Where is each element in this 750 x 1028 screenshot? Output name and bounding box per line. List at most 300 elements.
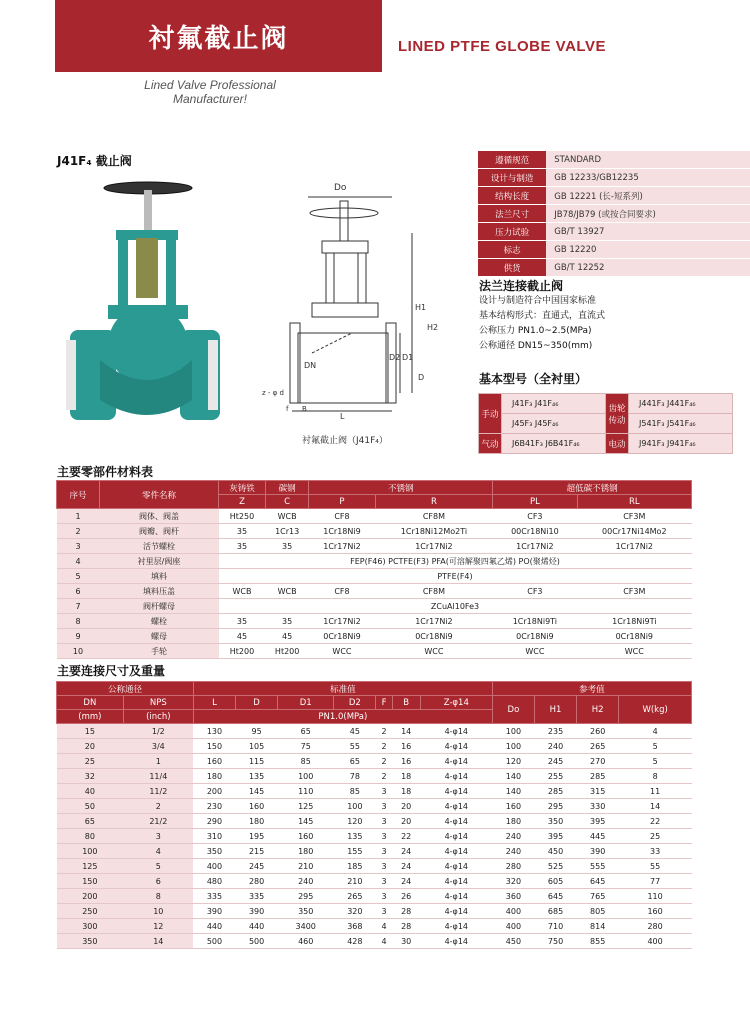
table-row: [57, 509, 692, 524]
dimension-cell: 115: [236, 754, 278, 769]
dimension-cell: 250: [57, 904, 124, 919]
dimension-cell: 25: [57, 754, 124, 769]
dimension-cell: 100: [57, 844, 124, 859]
material-cell: 1Cr18Ni9Ti: [577, 614, 691, 629]
tagline-line1: Lined Valve Professional: [144, 78, 276, 92]
dimension-cell: 120: [334, 814, 376, 829]
dimension-cell: 75: [278, 739, 334, 754]
subheader-cell: Do: [492, 696, 534, 724]
dimension-cell: 100: [334, 799, 376, 814]
dimension-cell: 8: [123, 889, 193, 904]
dimension-cell: 210: [334, 874, 376, 889]
dimension-cell: 285: [577, 769, 619, 784]
dimension-cell: 145: [278, 814, 334, 829]
feature-line: 公称通径 DN15~350(mm): [479, 341, 593, 351]
table-row: [57, 934, 692, 949]
table-row: [57, 614, 692, 629]
part-name: 填料: [100, 569, 219, 584]
dimension-cell: 50: [57, 799, 124, 814]
table-row: [57, 724, 692, 739]
subheader-cell: Z: [219, 495, 266, 509]
dimension-cell: 750: [534, 934, 576, 949]
dimension-cell: 28: [392, 904, 420, 919]
dimension-cell: 255: [534, 769, 576, 784]
part-name: 螺栓: [100, 614, 219, 629]
dimension-cell: 400: [492, 904, 534, 919]
dimension-cell: 95: [236, 724, 278, 739]
spec-value: JB78/JB79 (或按合同要求): [546, 205, 750, 223]
dimension-cell: 2: [376, 724, 392, 739]
subheader-cell: R: [375, 495, 493, 509]
pressure-cell: PN1.0(MPa): [193, 710, 492, 724]
dimension-cell: 4-φ14: [420, 859, 492, 874]
dimension-cell: 105: [236, 739, 278, 754]
dimension-cell: 240: [278, 874, 334, 889]
dimension-cell: 320: [334, 904, 376, 919]
dimension-cell: 55: [334, 739, 376, 754]
dimension-cell: 645: [577, 874, 619, 889]
material-cell: FEP(F46) PCTFE(F3) PFA(可溶解聚四氟乙烯) PO(聚烯烃): [219, 554, 692, 569]
dimension-cell: 135: [236, 769, 278, 784]
spec-value: GB 12220: [546, 241, 750, 259]
dimension-cell: 300: [57, 919, 124, 934]
dimension-cell: 135: [334, 829, 376, 844]
dimension-cell: 160: [193, 754, 235, 769]
dimension-cell: 20: [392, 814, 420, 829]
model-value: J541F₃ J541F₄₆: [629, 414, 733, 434]
dimensions-title: 主要连接尺寸及重量: [57, 664, 166, 678]
dimension-cell: 240: [492, 829, 534, 844]
dimension-cell: 195: [236, 829, 278, 844]
spec-value: GB 12233/GB12235: [546, 169, 750, 187]
material-cell: 00Cr18Ni10: [493, 524, 577, 539]
dimension-cell: 390: [236, 904, 278, 919]
material-cell: 45: [266, 629, 309, 644]
models-table: [478, 393, 733, 454]
spec-row: [478, 151, 750, 169]
label-b: B: [302, 405, 307, 413]
spec-row: [478, 241, 750, 259]
material-cell: 0Cr18Ni9: [375, 629, 493, 644]
dimension-cell: 20: [57, 739, 124, 754]
dimension-cell: 320: [492, 874, 534, 889]
title-en: LINED PTFE GLOBE VALVE: [398, 38, 606, 55]
material-cell: 0Cr18Ni9: [309, 629, 375, 644]
dimension-cell: 368: [334, 919, 376, 934]
dimension-cell: 235: [534, 724, 576, 739]
material-cell: 00Cr17Ni14Mo2: [577, 524, 691, 539]
material-cell: 35: [219, 524, 266, 539]
unit-cell: (mm): [57, 710, 124, 724]
label-h1: H1: [415, 303, 427, 312]
dimension-cell: 3: [376, 859, 392, 874]
dimension-cell: 3: [376, 889, 392, 904]
material-cell: 35: [219, 614, 266, 629]
subheader-cell: Z-φ14: [420, 696, 492, 710]
dimension-cell: 110: [619, 889, 692, 904]
table-row: [57, 739, 692, 754]
dimension-cell: 445: [577, 829, 619, 844]
dimension-cell: 1: [123, 754, 193, 769]
dimension-cell: 555: [577, 859, 619, 874]
dimension-cell: 4-φ14: [420, 904, 492, 919]
dimension-cell: 4-φ14: [420, 784, 492, 799]
subheader-cell: H1: [534, 696, 576, 724]
row-no: 5: [57, 569, 100, 584]
dimension-cell: 21/2: [123, 814, 193, 829]
dimension-cell: 3: [123, 829, 193, 844]
dimension-cell: 125: [278, 799, 334, 814]
dimension-cell: 295: [278, 889, 334, 904]
subheader-cell: B: [392, 696, 420, 710]
feature-line: 公称压力 PN1.0~2.5(MPa): [479, 326, 592, 336]
dimension-cell: 85: [334, 784, 376, 799]
row-no: 2: [57, 524, 100, 539]
dimension-cell: 390: [193, 904, 235, 919]
table-row: [57, 754, 692, 769]
dimension-cell: 155: [334, 844, 376, 859]
row-no: 4: [57, 554, 100, 569]
spec-value: STANDARD: [546, 151, 750, 169]
material-cell: CF3: [493, 584, 577, 599]
dimension-cell: 160: [619, 904, 692, 919]
dimension-cell: 2: [123, 799, 193, 814]
dimension-cell: 100: [492, 724, 534, 739]
materials-header-row: [57, 481, 692, 495]
dimension-cell: 215: [236, 844, 278, 859]
dimension-cell: 4: [376, 919, 392, 934]
dimension-cell: 4-φ14: [420, 889, 492, 904]
dimension-cell: 525: [534, 859, 576, 874]
dimension-cell: 65: [57, 814, 124, 829]
table-row: [57, 539, 692, 554]
dimension-cell: 4-φ14: [420, 829, 492, 844]
header-cell: 参考值: [492, 682, 691, 696]
material-cell: 1Cr18Ni12Mo2Ti: [375, 524, 493, 539]
dimension-cell: 25: [619, 829, 692, 844]
dimension-cell: 3: [376, 844, 392, 859]
label-zd: z - φ d: [262, 389, 284, 397]
model-type-electric: 电动: [606, 434, 629, 454]
dimension-cell: 16: [392, 739, 420, 754]
dimension-cell: 440: [236, 919, 278, 934]
dimension-cell: 2: [376, 754, 392, 769]
dimension-cell: 85: [278, 754, 334, 769]
row-no: 10: [57, 644, 100, 659]
dimension-cell: 400: [193, 859, 235, 874]
dimension-cell: 4-φ14: [420, 934, 492, 949]
subheader-cell: H2: [577, 696, 619, 724]
dimension-cell: 4: [619, 724, 692, 739]
dimension-cell: 100: [492, 739, 534, 754]
dimension-cell: 14: [392, 724, 420, 739]
dimension-cell: 3: [376, 799, 392, 814]
spec-value: GB/T 12252: [546, 259, 750, 277]
material-cell: 45: [219, 629, 266, 644]
row-no: 3: [57, 539, 100, 554]
material-cell: 1Cr13: [266, 524, 309, 539]
dimension-cell: 295: [534, 799, 576, 814]
dimension-cell: 160: [236, 799, 278, 814]
dimension-cell: 400: [492, 919, 534, 934]
material-cell: 1Cr17Ni2: [309, 539, 375, 554]
dimension-cell: 3: [376, 874, 392, 889]
material-cell: 0Cr18Ni9: [493, 629, 577, 644]
material-cell: WCB: [266, 584, 309, 599]
model-value: J45F₃ J45F₄₆: [502, 414, 606, 434]
spec-key: 法兰尺寸: [478, 205, 546, 223]
dimension-cell: 240: [492, 844, 534, 859]
dimension-cell: 5: [123, 859, 193, 874]
spec-row: [478, 205, 750, 223]
material-cell: 1Cr17Ni2: [375, 539, 493, 554]
dimension-cell: 480: [193, 874, 235, 889]
dimension-cell: 335: [236, 889, 278, 904]
dimension-cell: 245: [534, 754, 576, 769]
dimension-cell: 33: [619, 844, 692, 859]
row-no: 7: [57, 599, 100, 614]
dimension-cell: 12: [123, 919, 193, 934]
dimension-cell: 78: [334, 769, 376, 784]
dimension-cell: 8: [619, 769, 692, 784]
dimension-cell: 260: [577, 724, 619, 739]
dimension-cell: 65: [334, 754, 376, 769]
dimension-cell: 45: [334, 724, 376, 739]
dimension-cell: 11/2: [123, 784, 193, 799]
material-cell: ZCuAl10Fe3: [219, 599, 692, 614]
dimension-cell: 160: [278, 829, 334, 844]
dimension-cell: 3: [376, 784, 392, 799]
dimension-cell: 4-φ14: [420, 874, 492, 889]
dimension-cell: 180: [492, 814, 534, 829]
valve-photo: [60, 170, 220, 430]
dimension-cell: 855: [577, 934, 619, 949]
material-cell: 1Cr17Ni2: [375, 614, 493, 629]
dimension-cell: 140: [492, 769, 534, 784]
dimension-cell: 280: [236, 874, 278, 889]
subheader-cell: D1: [278, 696, 334, 710]
dimension-cell: 2: [376, 769, 392, 784]
material-cell: CF8M: [375, 584, 493, 599]
dimension-cell: 80: [57, 829, 124, 844]
dimension-cell: 30: [392, 934, 420, 949]
model-value: J941F₃ J941F₄₆: [629, 434, 733, 454]
subheader-cell: L: [193, 696, 235, 710]
dimension-cell: 280: [492, 859, 534, 874]
part-name: 衬里层/阀座: [100, 554, 219, 569]
title-cn: 衬氟截止阀: [148, 23, 289, 54]
table-row: [57, 644, 692, 659]
dimension-cell: 3400: [278, 919, 334, 934]
dimensions-table: [56, 681, 692, 949]
dimension-cell: 265: [334, 889, 376, 904]
dimension-cell: 685: [534, 904, 576, 919]
dimension-cell: 18: [392, 769, 420, 784]
model-value: J6B41F₃ J6B41F₄₆: [502, 434, 606, 454]
label-h2: H2: [427, 323, 439, 332]
dimension-cell: 450: [492, 934, 534, 949]
label-d1: D1: [402, 353, 414, 362]
dimension-cell: 14: [619, 799, 692, 814]
spec-value: GB/T 13927: [546, 223, 750, 241]
table-row: [57, 784, 692, 799]
dimension-cell: 3: [376, 904, 392, 919]
header-cell: 超低碳不锈钢: [493, 481, 692, 495]
dimension-cell: 5: [619, 739, 692, 754]
dimension-cell: 270: [577, 754, 619, 769]
dimension-cell: 77: [619, 874, 692, 889]
dimension-cell: 130: [193, 724, 235, 739]
table-row: [57, 904, 692, 919]
label-l: L: [340, 412, 345, 421]
header-cell: 灰铸铁: [219, 481, 266, 495]
label-do: Do: [334, 183, 347, 193]
material-cell: CF3M: [577, 509, 691, 524]
unit-cell: (inch): [123, 710, 193, 724]
spec-key: 设计与制造: [478, 169, 546, 187]
spec-table: [478, 151, 750, 277]
dimensions-header-row: [57, 682, 692, 696]
dimension-cell: 400: [619, 934, 692, 949]
header-cell: 碳钢: [266, 481, 309, 495]
material-cell: CF3: [493, 509, 577, 524]
part-name: 螺母: [100, 629, 219, 644]
dimension-cell: 4-φ14: [420, 739, 492, 754]
dimension-cell: 500: [236, 934, 278, 949]
dimension-cell: 428: [334, 934, 376, 949]
material-cell: 0Cr18Ni9: [577, 629, 691, 644]
label-f: f: [286, 405, 289, 413]
dimension-cell: 150: [193, 739, 235, 754]
material-cell: WCB: [266, 509, 309, 524]
part-name: 阀瓣、阀杆: [100, 524, 219, 539]
table-row: [57, 569, 692, 584]
table-row: [57, 584, 692, 599]
dimension-cell: 360: [492, 889, 534, 904]
subheader-cell: D: [236, 696, 278, 710]
dimension-cell: 55: [619, 859, 692, 874]
material-cell: CF3M: [577, 584, 691, 599]
subheader-cell: PL: [493, 495, 577, 509]
material-cell: 1Cr18Ni9Ti: [493, 614, 577, 629]
dimension-cell: 2: [376, 739, 392, 754]
dimension-cell: 350: [57, 934, 124, 949]
spec-key: 压力试验: [478, 223, 546, 241]
subheader-cell: P: [309, 495, 375, 509]
dimension-cell: 4-φ14: [420, 919, 492, 934]
spec-key: 标志: [478, 241, 546, 259]
spec-row: [478, 223, 750, 241]
dimension-cell: 3/4: [123, 739, 193, 754]
dimension-cell: 4-φ14: [420, 844, 492, 859]
dimension-cell: 3: [376, 814, 392, 829]
technical-drawing: [262, 183, 452, 423]
row-no: 6: [57, 584, 100, 599]
dimension-cell: 5: [619, 754, 692, 769]
table-row: [57, 874, 692, 889]
dimension-cell: 285: [534, 784, 576, 799]
material-cell: 1Cr17Ni2: [309, 614, 375, 629]
header-cell: 序号: [57, 481, 100, 509]
dimension-cell: 500: [193, 934, 235, 949]
header-cell: 零件名称: [100, 481, 219, 509]
features-title: 法兰连接截止阀: [479, 279, 564, 293]
label-d2: D2: [389, 353, 401, 362]
dimension-cell: 4-φ14: [420, 754, 492, 769]
material-cell: WCC: [493, 644, 577, 659]
subheader-cell: NPS: [123, 696, 193, 710]
dimension-cell: 110: [278, 784, 334, 799]
tagline: [120, 78, 300, 106]
part-name: 阀杆螺母: [100, 599, 219, 614]
dimension-cell: 6: [123, 874, 193, 889]
dimension-cell: 330: [577, 799, 619, 814]
dimension-cell: 395: [534, 829, 576, 844]
subheader-cell: W(kg): [619, 696, 692, 724]
model-value: J441F₃ J441F₄₆: [629, 394, 733, 414]
dimension-cell: 200: [57, 889, 124, 904]
dimension-cell: 440: [193, 919, 235, 934]
dimension-cell: 315: [577, 784, 619, 799]
part-name: 手轮: [100, 644, 219, 659]
material-cell: 35: [266, 539, 309, 554]
label-d: D: [418, 373, 425, 382]
dimension-cell: 350: [534, 814, 576, 829]
label-dn: DN: [304, 361, 317, 370]
material-cell: WCC: [577, 644, 691, 659]
dimension-cell: 24: [392, 859, 420, 874]
dimension-cell: 350: [193, 844, 235, 859]
subheader-cell: RL: [577, 495, 691, 509]
subheader-cell: F: [376, 696, 392, 710]
tagline-line2: Manufacturer!: [172, 92, 248, 106]
material-cell: CF8M: [375, 509, 493, 524]
spec-row: [478, 259, 750, 277]
dimension-cell: 460: [278, 934, 334, 949]
dimension-cell: 4: [123, 844, 193, 859]
table-row: [57, 919, 692, 934]
dimension-cell: 125: [57, 859, 124, 874]
dimension-cell: 350: [278, 904, 334, 919]
dimension-cell: 265: [577, 739, 619, 754]
models-title: 基本型号（全衬里）: [479, 372, 588, 386]
model-type-manual: 手动: [479, 394, 502, 434]
table-row: [57, 769, 692, 784]
table-row: [57, 524, 692, 539]
material-cell: CF8: [309, 584, 375, 599]
model-value: J41F₃ J41F₄₆: [502, 394, 606, 414]
dimension-cell: 4-φ14: [420, 799, 492, 814]
dimension-cell: 145: [236, 784, 278, 799]
table-row: [57, 799, 692, 814]
dimension-cell: 11/4: [123, 769, 193, 784]
header-cell: 标准值: [193, 682, 492, 696]
dimension-cell: 814: [577, 919, 619, 934]
dimension-cell: 140: [492, 784, 534, 799]
dimension-cell: 395: [577, 814, 619, 829]
dimension-cell: 4: [376, 934, 392, 949]
table-row: [57, 829, 692, 844]
dimension-cell: 230: [193, 799, 235, 814]
dimension-cell: 200: [193, 784, 235, 799]
dimension-cell: 10: [123, 904, 193, 919]
dimension-cell: 710: [534, 919, 576, 934]
dimension-cell: 4-φ14: [420, 724, 492, 739]
dimension-cell: 100: [278, 769, 334, 784]
material-cell: Ht250: [219, 509, 266, 524]
material-cell: PTFE(F4): [219, 569, 692, 584]
dimension-cell: 22: [619, 814, 692, 829]
